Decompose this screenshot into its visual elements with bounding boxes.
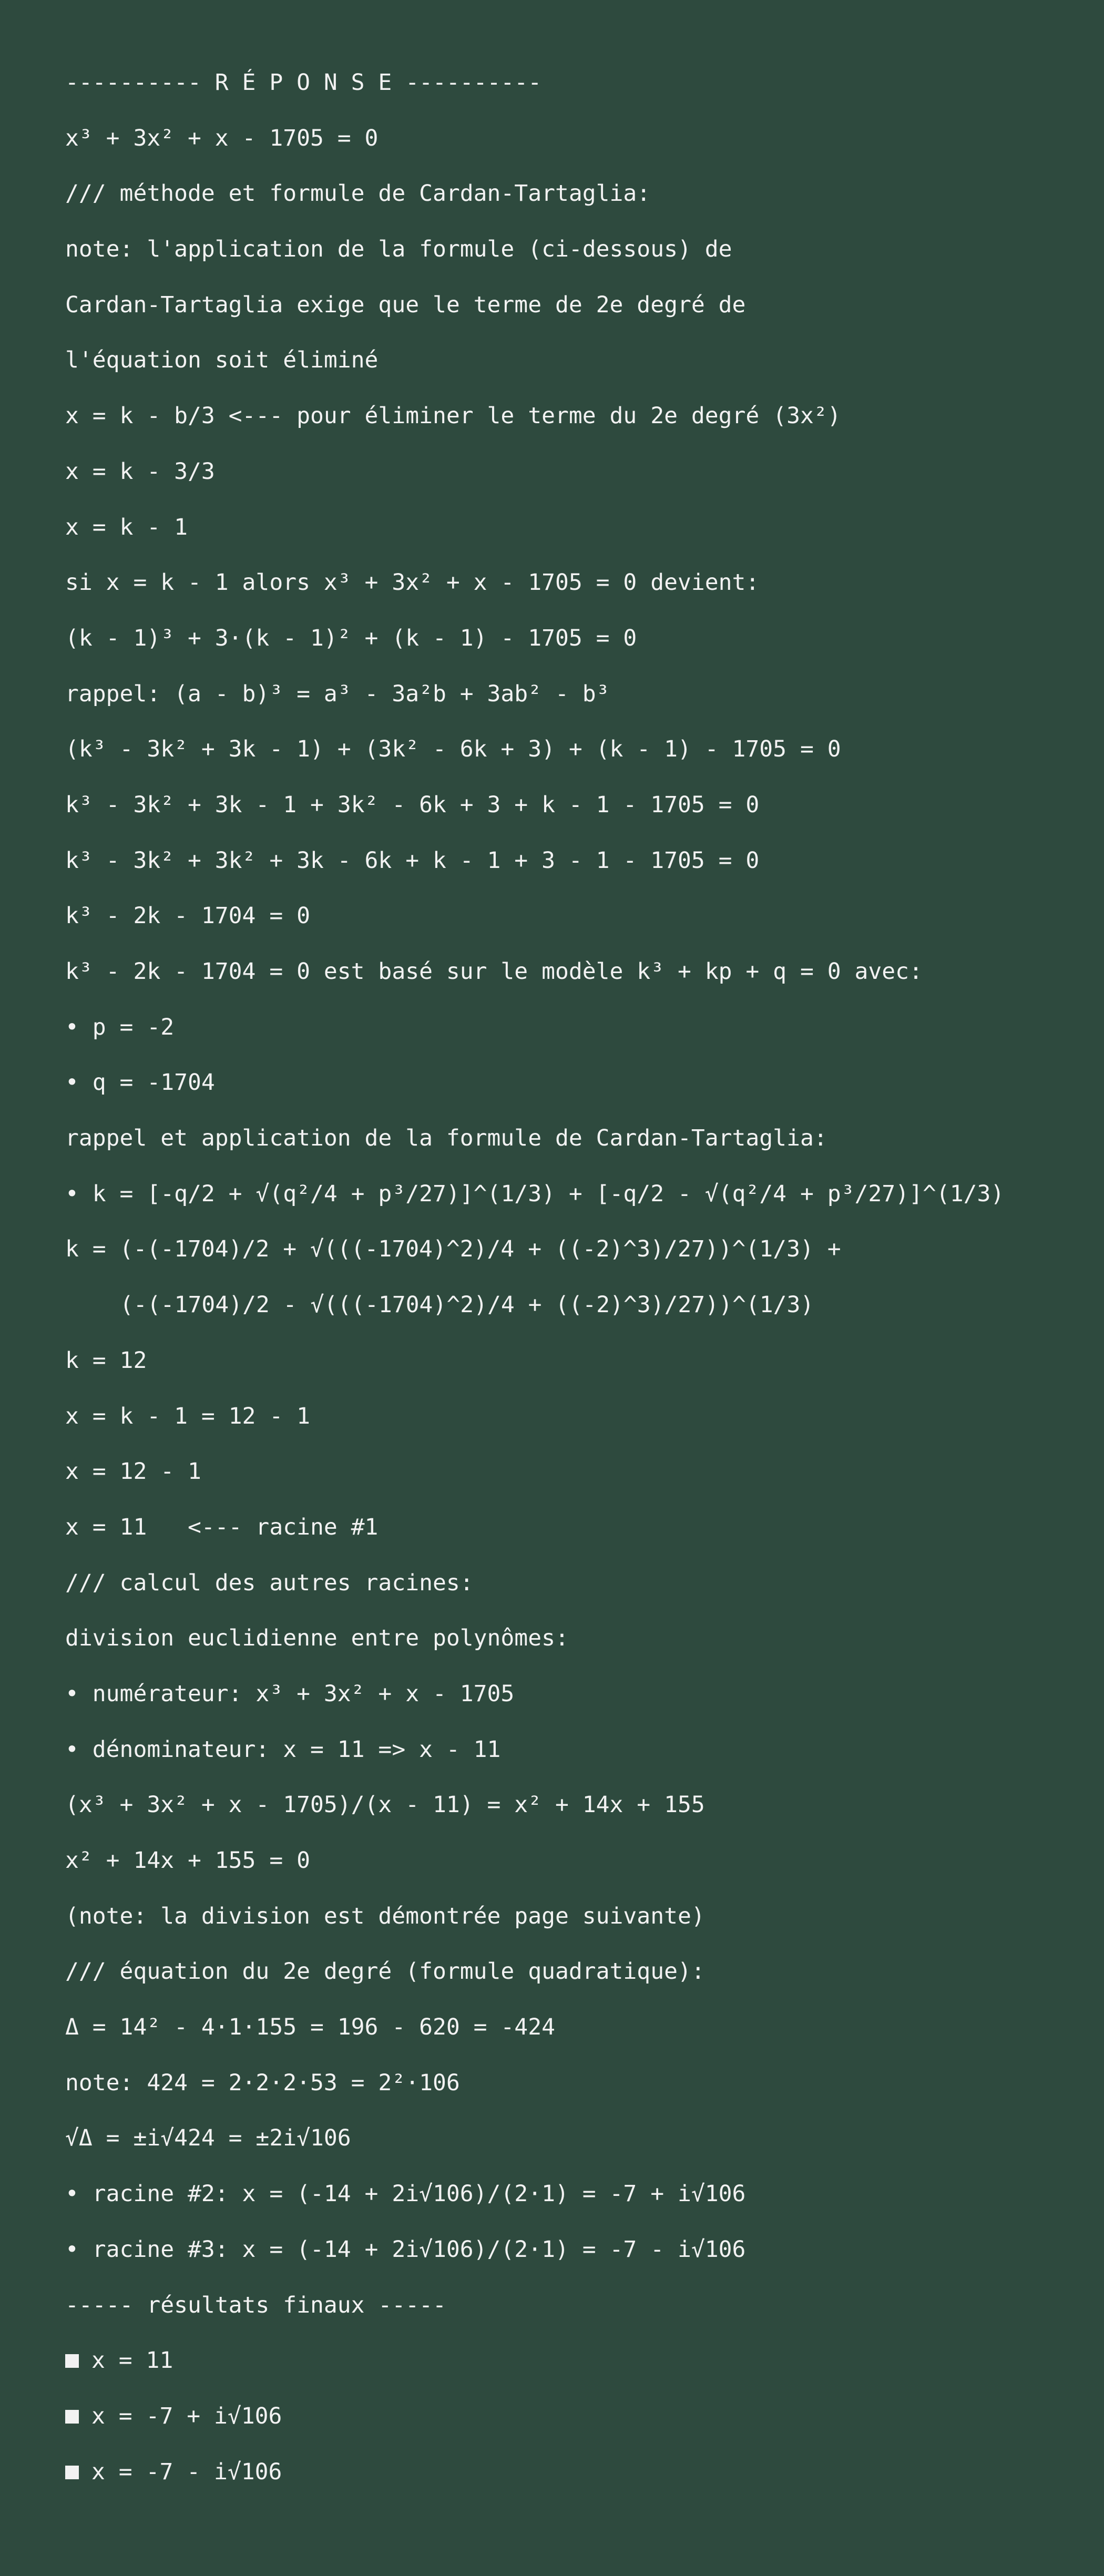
text-line: • k = [-q/2 + √(q²/4 + p³/27)]^(1/3) + [-q/2 - √(q²/4 + p³/27)]^(1/3): [65, 1180, 1005, 1207]
text-line: x² + 14x + 155 = 0: [65, 1847, 310, 1874]
text-line: • numérateur: x³ + 3x² + x - 1705: [65, 1680, 515, 1707]
text-line: x = 11 <--- racine #1: [65, 1514, 379, 1540]
result-text: x = -7 - i√106: [91, 2458, 282, 2485]
square-bullet-icon: [65, 2354, 79, 2368]
text-line: k = 12: [65, 1347, 147, 1374]
text-line: • dénominateur: x = 11 => x - 11: [65, 1736, 501, 1763]
text-line: si x = k - 1 alors x³ + 3x² + x - 1705 = 0 devient:: [65, 569, 760, 596]
square-bullet-icon: [65, 2410, 79, 2424]
text-line: (k³ - 3k² + 3k - 1) + (3k² - 6k + 3) + (k - 1) - 1705 = 0: [65, 736, 841, 763]
text-line: rappel et application de la formule de Cardan-Tartaglia:: [65, 1125, 827, 1152]
text-line: x = 12 - 1: [65, 1458, 201, 1485]
text-line: (note: la division est démontrée page suivante): [65, 1903, 705, 1929]
text-line: note: l'application de la formule (ci-dessous) de: [65, 236, 732, 263]
text-line: /// calcul des autres racines:: [65, 1569, 474, 1596]
text-line: rappel: (a - b)³ = a³ - 3a²b + 3ab² - b³: [65, 680, 610, 707]
text-line: x = k - b/3 <--- pour éliminer le terme du 2e degré (3x²): [65, 403, 841, 430]
square-bullet-icon: [65, 2466, 79, 2479]
text-line: x = k - 1: [65, 514, 188, 540]
text-line: k³ - 2k - 1704 = 0: [65, 903, 310, 929]
text-line: • racine #2: x = (-14 + 2i√106)/(2·1) = -7 + i√106: [65, 2181, 746, 2207]
text-line: • racine #3: x = (-14 + 2i√106)/(2·1) = -7 - i√106: [65, 2236, 746, 2263]
result-line: [65, 2454, 1104, 2509]
text-line: l'équation soit éliminé: [65, 347, 379, 374]
text-line: Δ = 14² - 4·1·155 = 196 - 620 = -424: [65, 2014, 555, 2041]
text-line: • p = -2: [65, 1014, 175, 1040]
text-line: k³ - 2k - 1704 = 0 est basé sur le modèle k³ + kp + q = 0 avec:: [65, 958, 923, 985]
result-text: x = 11: [91, 2347, 173, 2374]
text-line: division euclidienne entre polynômes:: [65, 1625, 569, 1652]
text-line-indented: (-(-1704)/2 - √(((-1704)^2)/4 + ((-2)^3)/27))^(1/3): [120, 1292, 814, 1318]
text-line: • q = -1704: [65, 1069, 215, 1096]
text-line: ----- résultats finaux -----: [65, 2292, 446, 2318]
text-line: k³ - 3k² + 3k - 1 + 3k² - 6k + 3 + k - 1 - 1705 = 0: [65, 791, 760, 818]
text-line: ---------- R É P O N S E ----------: [65, 69, 542, 96]
text-line: k = (-(-1704)/2 + √(((-1704)^2)/4 + ((-2)^3)/27))^(1/3) +: [65, 1236, 841, 1263]
result-line: [65, 2342, 1104, 2398]
text-line: (x³ + 3x² + x - 1705)/(x - 11) = x² + 14x + 155: [65, 1792, 705, 1818]
text-line: x = k - 1 = 12 - 1: [65, 1403, 310, 1429]
result-line: [65, 2398, 1104, 2454]
text-line: /// équation du 2e degré (formule quadratique):: [65, 1958, 705, 1985]
text-line: k³ - 3k² + 3k² + 3k - 6k + k - 1 + 3 - 1 - 1705 = 0: [65, 847, 760, 874]
text-line: (k - 1)³ + 3·(k - 1)² + (k - 1) - 1705 = 0: [65, 625, 637, 651]
text-line: x³ + 3x² + x - 1705 = 0: [65, 125, 379, 151]
text-line: /// méthode et formule de Cardan-Tartaglia:: [65, 180, 651, 207]
text-line: Cardan-Tartaglia exige que le terme de 2e degré de: [65, 291, 746, 318]
result-text: x = -7 + i√106: [91, 2403, 282, 2429]
text-line: x = k - 3/3: [65, 458, 215, 485]
text-line: √Δ = ±i√424 = ±2i√106: [65, 2125, 351, 2152]
text-line: note: 424 = 2·2·2·53 = 2²·106: [65, 2069, 460, 2096]
